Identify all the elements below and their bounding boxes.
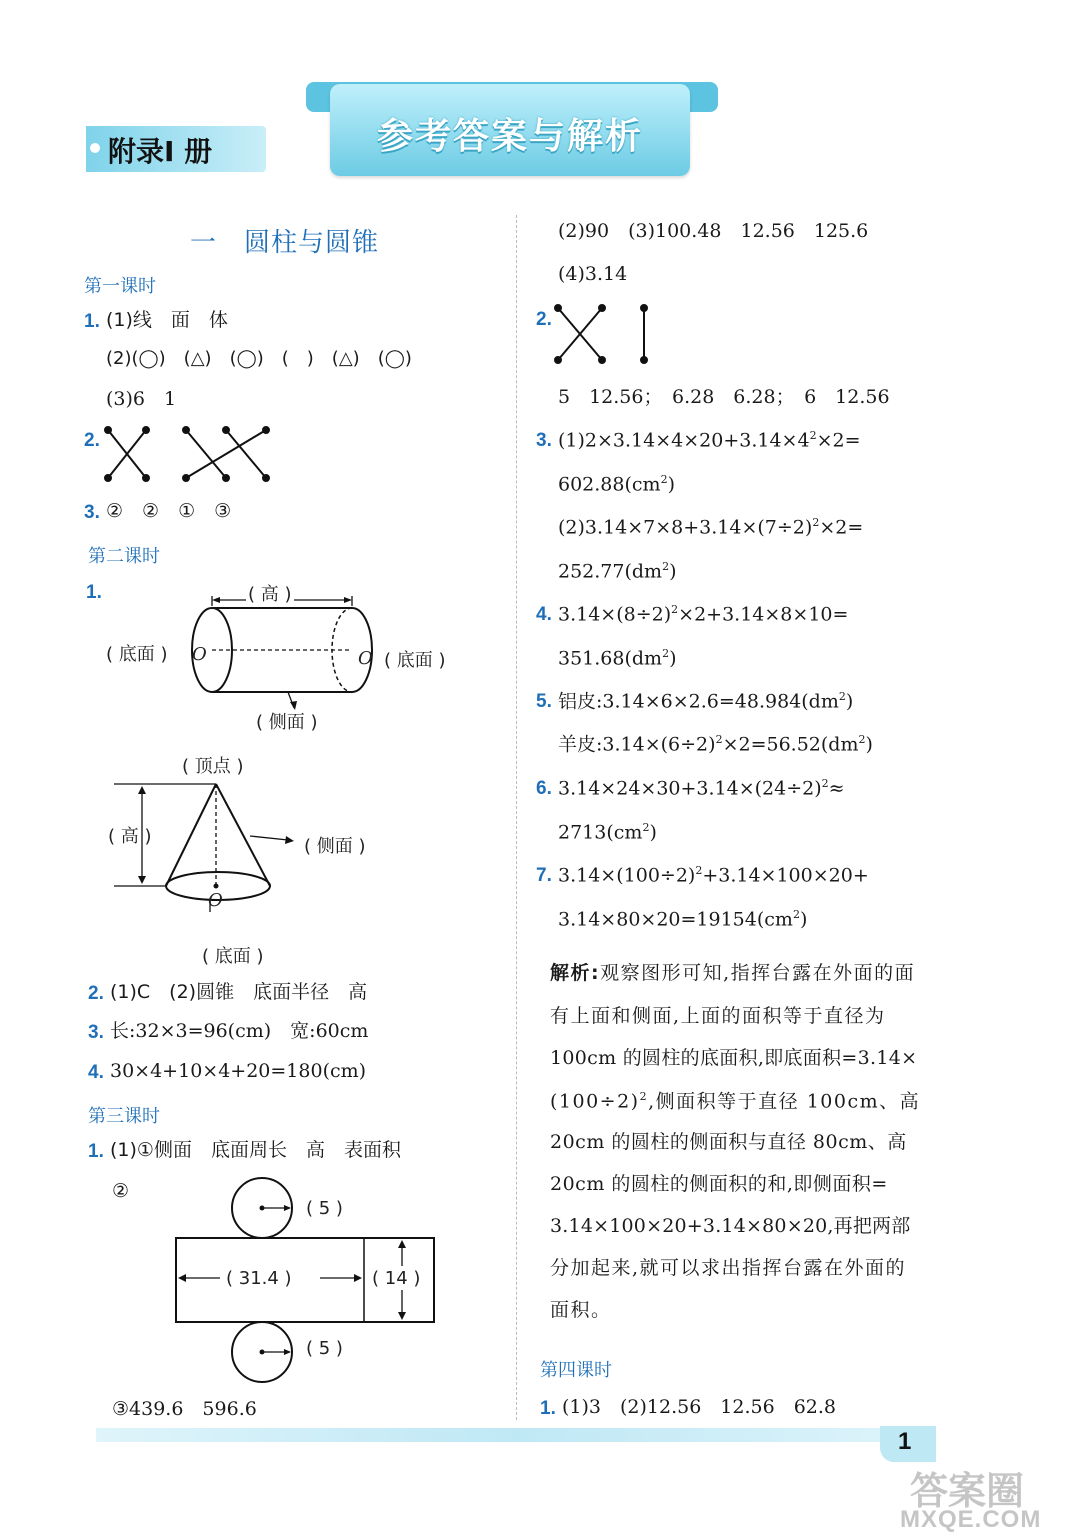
r-q7-line2: $3.14\times 80\times 20=19154(cm^2)$ bbox=[558, 908, 808, 931]
banner-title: 参考答案与解析 bbox=[376, 116, 643, 157]
r-q3-line4: $252.77(dm^2)$ bbox=[558, 560, 677, 583]
r-q4-line2: $351.68(dm^2)$ bbox=[558, 647, 677, 670]
r-q3-line3: $(2)3.14\times 7\times 8+3.14\times(7\div 2)^2\times 2=$ bbox=[558, 516, 864, 539]
explanation-line-9: 面积。 bbox=[550, 1299, 612, 1321]
r-q4-line1: $3.14\times(8\div 2)^2\times 2+3.14\times 8\times 10=$ bbox=[558, 603, 849, 626]
cone-left-label: ( 高 ) bbox=[108, 826, 152, 847]
l1-q1-number: 1. bbox=[84, 311, 100, 332]
r-q5-number: 5. bbox=[536, 691, 552, 712]
page-number: 1 bbox=[898, 1428, 912, 1455]
l3-q1-answer-a: (1)①侧面 底面周长 高 表面积 bbox=[110, 1139, 401, 1161]
r-q2-matching-lines bbox=[550, 300, 660, 370]
r-q4-number: 4. bbox=[536, 604, 552, 625]
watermark-bottom: MXQE.COM bbox=[900, 1506, 1042, 1533]
cylinder-bottom-label: ( 侧面 ) bbox=[256, 712, 318, 733]
l2-q2-answer: (1)C (2)圆锥 底面半径 高 bbox=[110, 981, 368, 1003]
l1-q2-matching-lines bbox=[100, 420, 280, 492]
l1-q1-answer-c: (3)6 1 bbox=[106, 388, 177, 410]
cylinder-top-label: ( 高 ) bbox=[246, 580, 294, 606]
l1-q2-number: 2. bbox=[84, 430, 100, 451]
l2-q3-number: 3. bbox=[88, 1022, 104, 1043]
l3-q1-number: 1. bbox=[88, 1141, 104, 1162]
r-q3-line2: $602.88(cm^2)$ bbox=[558, 473, 675, 496]
r-q2-answer: 5 12.56； 6.28 6.28； 6 12.56 bbox=[558, 386, 890, 408]
r-q3-line1: $(1)2\times 3.14\times 4\times 20+3.14\times 4^2\times 2=$ bbox=[558, 429, 861, 452]
r-continued-a: (2)90 (3)100.48 12.56 125.6 bbox=[558, 220, 869, 242]
r-q6-number: 6. bbox=[536, 778, 552, 799]
watermark-top: 答案圈 bbox=[910, 1469, 1025, 1513]
l2-q2-number: 2. bbox=[88, 983, 104, 1004]
explanation-line-1: 解析:观察图形可知,指挥台露在外面的面 bbox=[550, 962, 916, 984]
lesson-2-heading: 第二课时 bbox=[88, 546, 160, 567]
appendix-label: 附录Ⅰ 册 bbox=[108, 135, 213, 168]
l2-q4-number: 4. bbox=[88, 1062, 104, 1083]
explanation-line-6: 20cm 的圆柱的侧面积的和,即侧面积= bbox=[550, 1173, 888, 1195]
l1-q3-answer: ② ② ① ③ bbox=[106, 500, 232, 522]
r-continued-b: (4)3.14 bbox=[558, 263, 628, 285]
cone-bottom-label: ( 底面 ) bbox=[202, 946, 264, 967]
net-top-label: ( 5 ) bbox=[306, 1198, 343, 1219]
r-q6-line2: $2713(cm^2)$ bbox=[558, 821, 657, 844]
footer-band bbox=[96, 1428, 936, 1442]
l1-q1-answer-a: (1)线 面 体 bbox=[106, 309, 228, 331]
net-right-label: ( 14 ) bbox=[372, 1268, 421, 1289]
cylinder-left-o: O bbox=[192, 644, 207, 665]
cone-right-label: ( 侧面 ) bbox=[304, 836, 366, 857]
lesson-3-heading: 第三课时 bbox=[88, 1106, 160, 1127]
lesson-1-heading: 第一课时 bbox=[84, 276, 156, 297]
net-middle-label: ( 31.4 ) bbox=[226, 1268, 292, 1289]
explanation-line-2: 有上面和侧面,上面的面积等于直径为 bbox=[550, 1005, 886, 1027]
explanation-line-4: $(100\div 2)^2$,侧面积等于直径 100cm、高 bbox=[550, 1090, 921, 1113]
l1-q3-number: 3. bbox=[84, 502, 100, 523]
r-q3-number: 3. bbox=[536, 430, 552, 451]
cylinder-left-label: ( 底面 ) bbox=[106, 644, 168, 665]
r4-q1-number: 1. bbox=[540, 1398, 556, 1419]
r-q7-number: 7. bbox=[536, 865, 552, 886]
explanation-line-7: 3.14×100×20+3.14×80×20,再把两部 bbox=[550, 1215, 911, 1237]
explanation-line-3: 100cm 的圆柱的底面积,即底面积=3.14× bbox=[550, 1047, 918, 1069]
explanation-line-5: 20cm 的圆柱的侧面积与直径 80cm、高 bbox=[550, 1131, 907, 1153]
l2-q1-number: 1. bbox=[86, 582, 102, 603]
lesson-4-heading: 第四课时 bbox=[540, 1360, 612, 1381]
explanation-line-8: 分加起来,就可以求出指挥台露在外面的 bbox=[550, 1257, 907, 1279]
l3-q1-answer-b: ② bbox=[112, 1180, 130, 1202]
appendix-tab-dot bbox=[90, 143, 100, 153]
r-q2-number: 2. bbox=[536, 309, 552, 330]
cylinder-right-o: O bbox=[358, 648, 373, 669]
l2-q4-answer: 30×4+10×4+20=180(cm) bbox=[110, 1060, 367, 1082]
cone-top-label: ( 顶点 ) bbox=[182, 756, 244, 777]
column-divider bbox=[516, 215, 517, 1420]
r-q5-line2: 羊皮$:3.14\times(6\div 2)^2\times 2=56.52(dm^2)$ bbox=[558, 733, 873, 756]
l2-q3-answer: 长:32×3=96(cm) 宽:60cm bbox=[110, 1020, 369, 1042]
cone-o: O bbox=[208, 890, 223, 911]
cylinder-right-label: ( 底面 ) bbox=[384, 650, 446, 671]
l1-q1-answer-b: (2)(◯) (△) (◯) ( ) (△) (◯) bbox=[106, 348, 412, 369]
explanation-label: 解析: bbox=[550, 962, 601, 984]
chapter-title: 一 圆柱与圆锥 bbox=[190, 228, 380, 258]
r-q5-line1: 铝皮$:3.14\times 6\times 2.6=48.984(dm^2)$ bbox=[558, 690, 854, 713]
l3-q1-answer-c: ③439.6 596.6 bbox=[112, 1398, 257, 1420]
r-q6-line1: $3.14\times 24\times 30+3.14\times(24\div 2)^2\approx$ bbox=[558, 777, 845, 800]
r4-q1-answer: (1)3 (2)12.56 12.56 62.8 bbox=[562, 1396, 837, 1418]
net-bottom-label: ( 5 ) bbox=[306, 1338, 343, 1359]
r-q7-line1: $3.14\times(100\div 2)^2+3.14\times 100\times 20+$ bbox=[558, 864, 869, 887]
